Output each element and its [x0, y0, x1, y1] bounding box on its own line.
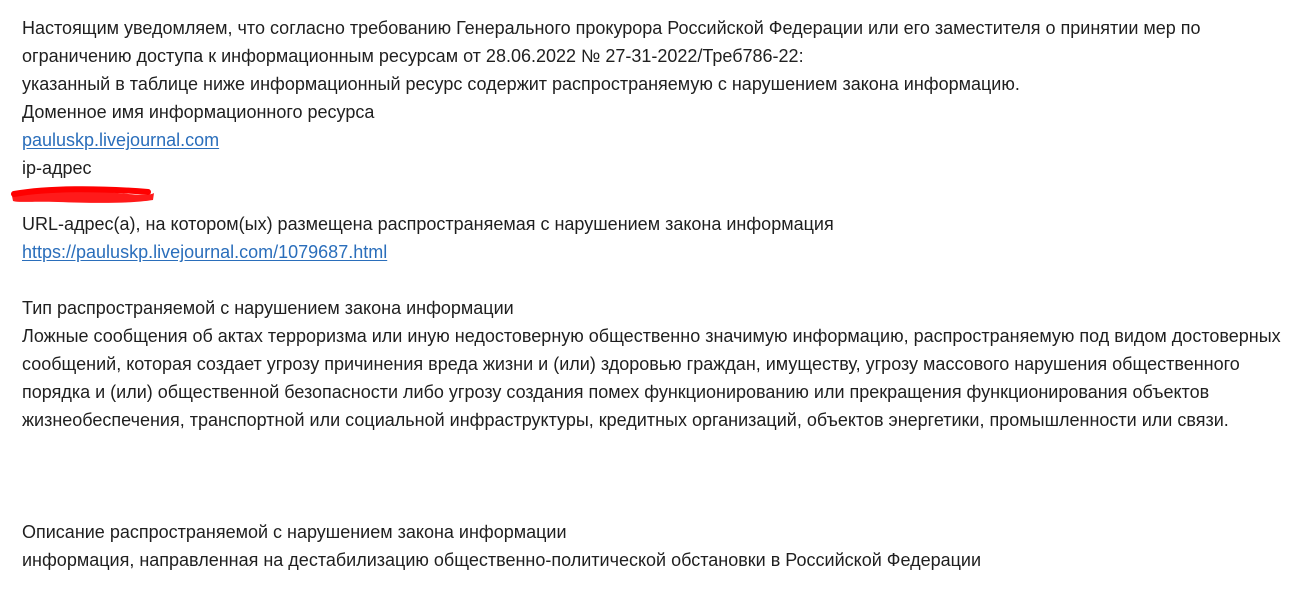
notice-intro: Настоящим уведомляем, что согласно требованию Генерального прокурора Российской Федерации или его заместителя о принятии мер по ограничению доступа к информационным ресурсам от 28.06.2022 № 27-31-2022/Треб786-22:	[22, 18, 1201, 66]
type-label: Тип распространяемой с нарушением закона информации	[22, 298, 514, 318]
notice-statement: указанный в таблице ниже информационный ресурс содержит распространяемую с нарушением закона информацию.	[22, 74, 1020, 94]
url-label: URL-адрес(а), на котором(ых) размещена распространяемая с нарушением закона информация	[22, 214, 834, 234]
type-value: Ложные сообщения об актах терроризма или иную недостоверную общественно значимую информацию, распространяемую под видом достоверных сообщений, которая создает угрозу причинения вреда жизни и (или) здоровью граждан, имуществу, угрозу массового нарушения общественного порядка и (или) общественной безопасности либо угрозу создания помех функционированию или прекращения функционирования объектов жизнеобеспечения, транспортной или социальной инфраструктуры, кредитных организаций, объектов энергетики, промышленности или связи.	[22, 326, 1281, 430]
ip-redaction-mark	[22, 182, 1287, 210]
email-notice-body	[22, 14, 1287, 574]
domain-label: Доменное имя информационного ресурса	[22, 102, 375, 122]
description-label: Описание распространяемой с нарушением закона информации	[22, 522, 567, 542]
domain-link[interactable]: pauluskp.livejournal.com	[22, 130, 220, 150]
description-value: информация, направленная на дестабилизацию общественно-политической обстановки в Российской Федерации	[22, 550, 982, 570]
url-link[interactable]: https://pauluskp.livejournal.com/1079687.html	[22, 242, 388, 262]
ip-label: ip-адрес	[22, 158, 92, 178]
